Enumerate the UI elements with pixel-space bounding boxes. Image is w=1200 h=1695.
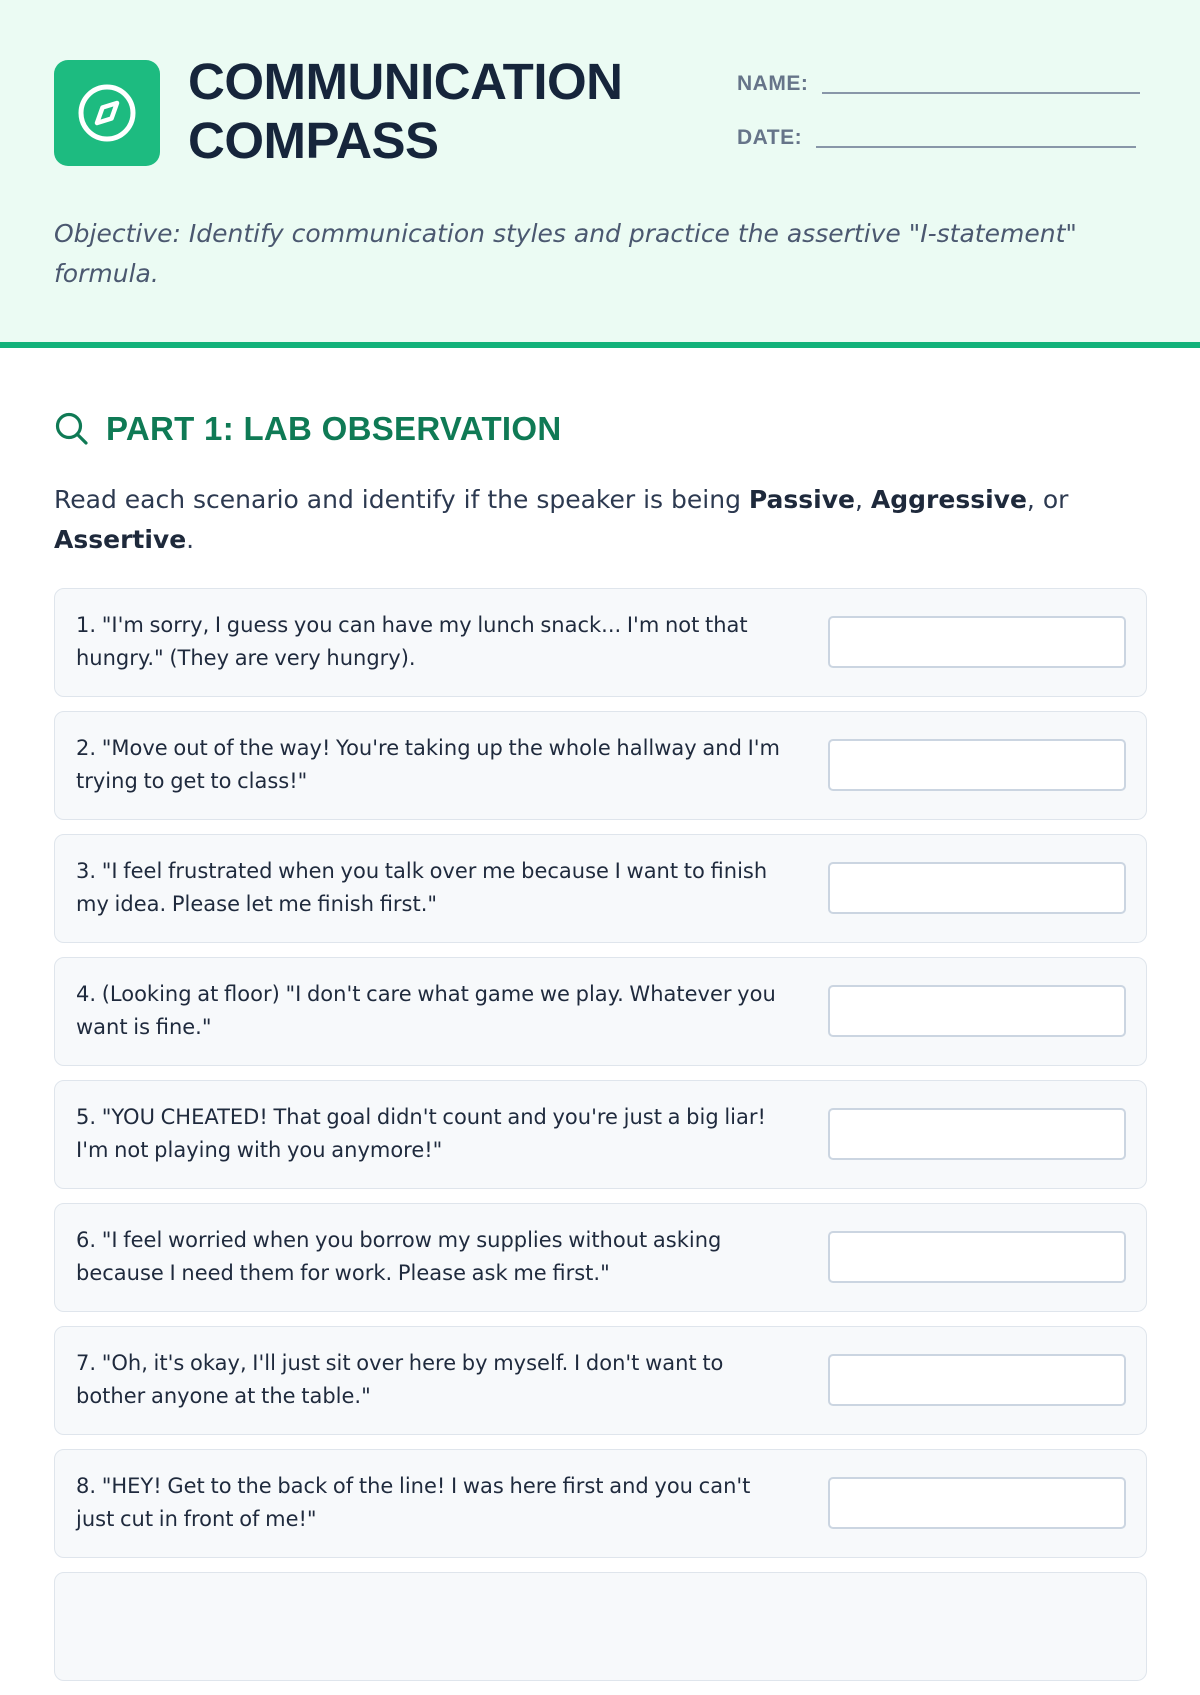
term-passive: Passive [748, 485, 855, 514]
logo-badge [54, 60, 160, 166]
search-icon [54, 411, 90, 447]
term-assertive: Assertive [54, 525, 187, 554]
answer-input[interactable] [828, 1108, 1126, 1160]
title-line-1: COMMUNICATION [188, 53, 623, 110]
scenario-text: 2. "Move out of the way! You're taking up the whole hallway and I'm trying to get to class!" [76, 736, 781, 793]
date-label: DATE: [737, 126, 803, 149]
answer-input[interactable] [828, 1354, 1126, 1406]
scenario-list [54, 588, 1147, 1695]
scenario-card [54, 834, 1147, 943]
name-input-line[interactable] [822, 92, 1140, 94]
scenario-card-partial [54, 1572, 1147, 1681]
objective-text: Objective: Identify communication styles and practice the assertive "I-statement" formula. [54, 219, 1077, 288]
date-input-line[interactable] [816, 146, 1136, 148]
date-field[interactable] [737, 126, 1136, 150]
section-title: PART 1: LAB OBSERVATION [106, 410, 562, 447]
instructions-prefix: Read each scenario and identify if the speaker is being [54, 485, 749, 514]
worksheet-header [0, 0, 1200, 348]
compass-icon [75, 81, 139, 145]
name-label: NAME: [737, 72, 809, 95]
scenario-text: 6. "I feel worried when you borrow my supplies without asking because I need them for work. Please ask me first." [76, 1228, 722, 1285]
answer-input[interactable] [828, 1477, 1126, 1529]
answer-input[interactable] [828, 739, 1126, 791]
instructions [54, 480, 1144, 560]
instructions-suffix: . [186, 525, 195, 554]
term-aggressive: Aggressive [870, 485, 1027, 514]
scenario-card [54, 711, 1147, 820]
scenario-card [54, 1080, 1147, 1189]
scenario-text: 8. "HEY! Get to the back of the line! I was here first and you can't just cut in front of me!" [76, 1474, 751, 1531]
scenario-text: 5. "YOU CHEATED! That goal didn't count and you're just a big liar! I'm not playing with you anymore!" [76, 1105, 766, 1162]
instructions-separator: , [855, 485, 871, 514]
page-title [188, 52, 623, 170]
answer-input[interactable] [828, 862, 1126, 914]
title-line-2: COMPASS [188, 112, 439, 169]
part1-heading [54, 410, 561, 448]
scenario-card [54, 957, 1147, 1066]
name-field[interactable] [737, 72, 1140, 96]
scenario-card [54, 1326, 1147, 1435]
scenario-card [54, 1449, 1147, 1558]
scenario-text: 7. "Oh, it's okay, I'll just sit over here by myself. I don't want to bother anyone at the table." [76, 1351, 724, 1408]
answer-input[interactable] [828, 985, 1126, 1037]
scenario-text: 1. "I'm sorry, I guess you can have my lunch snack... I'm not that hungry." (They are very hungry). [76, 613, 748, 670]
scenario-card [54, 588, 1147, 697]
scenario-text: 4. (Looking at floor) "I don't care what game we play. Whatever you want is fine." [76, 982, 776, 1039]
instructions-separator: , or [1026, 485, 1069, 514]
scenario-text: 3. "I feel frustrated when you talk over me because I want to finish my idea. Please let me finish first." [76, 859, 768, 916]
answer-input[interactable] [828, 616, 1126, 668]
answer-input[interactable] [828, 1231, 1126, 1283]
scenario-card [54, 1203, 1147, 1312]
